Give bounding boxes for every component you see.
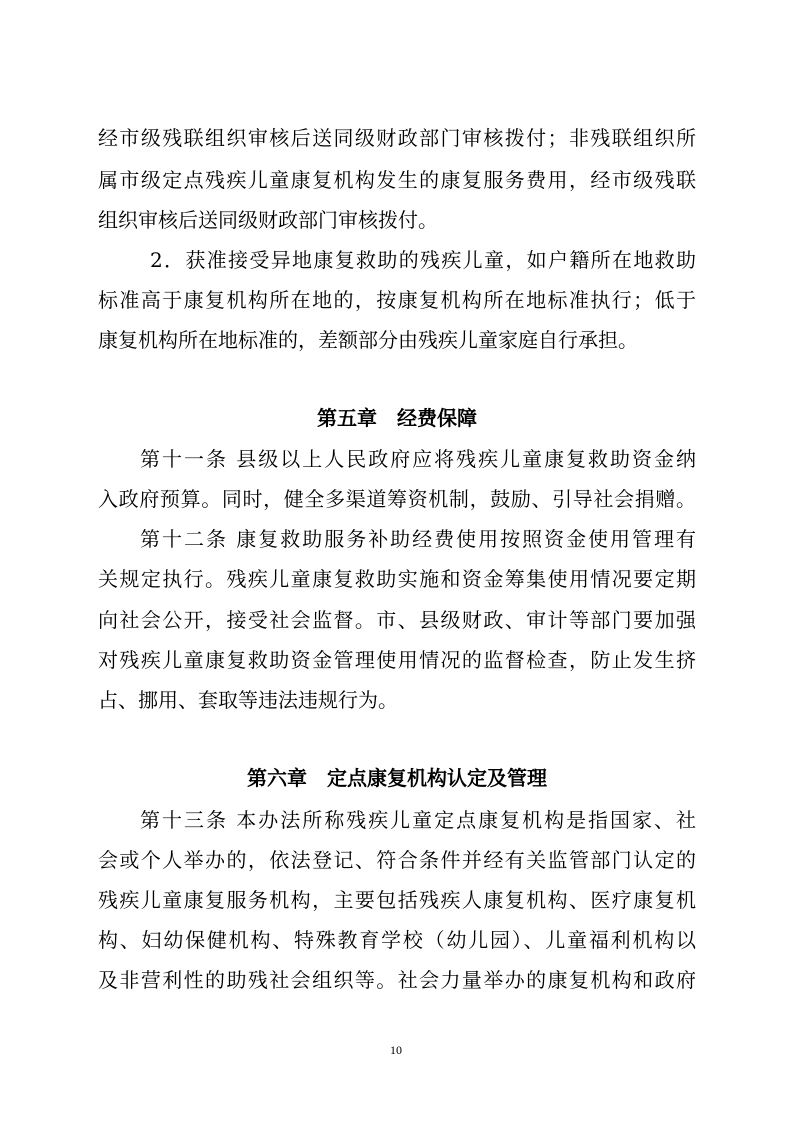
article-12-line: 占、挪用、套取等违法违规行为。 (98, 688, 398, 712)
article-12-line: 第十二条 康复救助服务补助经费使用按照资金使用管理有 (140, 527, 696, 551)
paragraph-line: 组织审核后送同级财政部门审核拨付。 (98, 208, 438, 232)
chapter-6-title: 第六章 定点康复机构认定及管理 (247, 766, 547, 790)
article-12-line: 关规定执行。残疾儿童康复救助实施和资金筹集使用情况要定期 (98, 567, 696, 591)
paragraph-line: 属市级定点残疾儿童康复机构发生的康复服务费用，经市级残联 (98, 168, 696, 192)
article-13-line: 及非营利性的助残社会组织等。社会力量举办的康复机构和政府 (98, 968, 696, 992)
article-13-line: 第十三条 本办法所称残疾儿童定点康复机构是指国家、社 (140, 808, 696, 832)
page-number: 10 (390, 1043, 402, 1057)
paragraph-line: 2．获准接受异地康复救助的残疾儿童，如户籍所在地救助 (150, 248, 696, 272)
paragraph-line: 经市级残联组织审核后送同级财政部门审核拨付；非残联组织所 (98, 126, 696, 150)
article-12-line: 对残疾儿童康复救助资金管理使用情况的监督检查，防止发生挤 (98, 648, 696, 672)
paragraph-line: 康复机构所在地标准的，差额部分由残疾儿童家庭自行承担。 (98, 328, 638, 352)
article-13-line: 残疾儿童康复服务机构，主要包括残疾人康复机构、医疗康复机 (98, 888, 696, 912)
article-12-line: 向社会公开，接受社会监督。市、县级财政、审计等部门要加强 (98, 608, 696, 632)
article-11-line: 第十一条 县级以上人民政府应将残疾儿童康复救助资金纳 (140, 447, 696, 471)
article-13-line: 构、妇幼保健机构、特殊教育学校（幼儿园）、儿童福利机构以 (98, 928, 696, 952)
article-11-line: 入政府预算。同时，健全多渠道筹资机制，鼓励、引导社会捐赠。 (98, 487, 696, 511)
article-13-line: 会或个人举办的，依法登记、符合条件并经有关监管部门认定的 (98, 848, 696, 872)
paragraph-line: 标准高于康复机构所在地的，按康复机构所在地标准执行；低于 (98, 288, 696, 312)
chapter-5-title: 第五章 经费保障 (317, 406, 477, 430)
